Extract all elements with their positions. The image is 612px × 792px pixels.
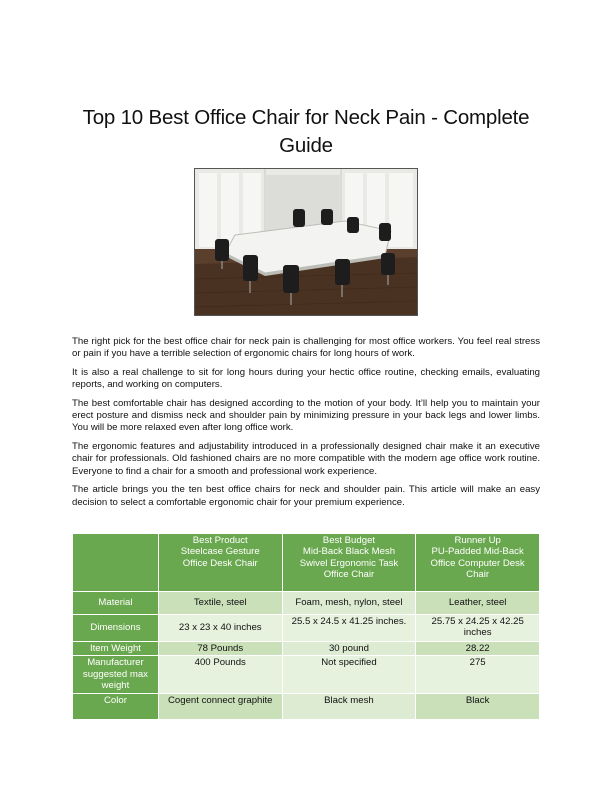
paragraph: The right pick for the best office chair for neck pain is challenging for most office workers. You feel real stress or pain if you have a terrible selection of ergonomic chairs for long hours of work. bbox=[72, 336, 540, 360]
table-cell: 78 Pounds bbox=[158, 642, 282, 656]
table-cell: 25.5 x 24.5 x 41.25 inches. bbox=[282, 615, 416, 642]
page-title: Top 10 Best Office Chair for Neck Pain - Complete Guide bbox=[82, 106, 530, 157]
table-header-best-product bbox=[158, 534, 282, 592]
table-cell: 400 Pounds bbox=[158, 656, 282, 694]
table-row bbox=[73, 615, 540, 642]
conference-room-photo bbox=[194, 168, 418, 316]
row-label-material: Material bbox=[73, 592, 159, 615]
row-label-max-weight: Manufacturer suggested max weight bbox=[73, 656, 159, 694]
table-row bbox=[73, 642, 540, 656]
header-line: Office Chair bbox=[323, 569, 375, 581]
paragraph: The article brings you the ten best office chairs for neck and shoulder pain. This article will make an easy decision to select a comfortable ergonomic chair for your premium experience. bbox=[72, 484, 540, 508]
header-line: Office Computer Desk bbox=[430, 557, 525, 569]
table-cell: 23 x 23 x 40 inches bbox=[158, 615, 282, 642]
table-cell: Black bbox=[416, 694, 540, 720]
header-line: PU-Padded Mid-Back bbox=[431, 546, 524, 558]
row-label-color: Color bbox=[73, 694, 159, 720]
table-header-row bbox=[73, 534, 540, 592]
header-line: Runner Up bbox=[454, 535, 501, 546]
article-body bbox=[72, 336, 540, 515]
header-line: Best Budget bbox=[322, 535, 376, 546]
table-row bbox=[73, 694, 540, 720]
table-cell: Cogent connect graphite bbox=[158, 694, 282, 720]
header-line: Office Desk Chair bbox=[182, 557, 258, 569]
table-header-runner-up bbox=[416, 534, 540, 592]
table-row bbox=[73, 592, 540, 615]
comparison-table bbox=[72, 533, 540, 720]
row-label-dimensions: Dimensions bbox=[73, 615, 159, 642]
header-line: Best Product bbox=[192, 535, 248, 546]
table-header-best-budget bbox=[282, 534, 416, 592]
table-row bbox=[73, 656, 540, 694]
paragraph: It is also a real challenge to sit for long hours during your hectic office routine, checking emails, evaluating reports, and working on computers. bbox=[72, 367, 540, 391]
table-cell: 25.75 x 24.25 x 42.25 inches bbox=[416, 615, 540, 642]
header-line: Steelcase Gesture bbox=[180, 546, 260, 558]
table-header-empty bbox=[73, 534, 159, 592]
row-label-item-weight: Item Weight bbox=[73, 642, 159, 656]
paragraph: The best comfortable chair has designed according to the motion of your body. It’ll help you to maintain your erect posture and dismiss neck and shoulder pain by minimizing pressure in your back legs and lower limbs. You will be more relaxed even after long office work. bbox=[72, 398, 540, 434]
header-line: Chair bbox=[466, 569, 490, 581]
table-cell: Not specified bbox=[282, 656, 416, 694]
table-cell: Black mesh bbox=[282, 694, 416, 720]
table-cell: 275 bbox=[416, 656, 540, 694]
header-line: Mid-Back Black Mesh bbox=[302, 546, 396, 558]
table-cell: Leather, steel bbox=[416, 592, 540, 615]
header-line: Swivel Ergonomic Task bbox=[299, 557, 399, 569]
table-cell: 28.22 bbox=[416, 642, 540, 656]
paragraph: The ergonomic features and adjustability introduced in a professionally designed chair make it an executive chair for professionals. Old fashioned chairs are no more compatible with the modern age office work routine. Everyone to find a chair for a smooth and professional work experience. bbox=[72, 441, 540, 477]
table-cell: 30 pound bbox=[282, 642, 416, 656]
table-cell: Textile, steel bbox=[158, 592, 282, 615]
table-cell: Foam, mesh, nylon, steel bbox=[282, 592, 416, 615]
